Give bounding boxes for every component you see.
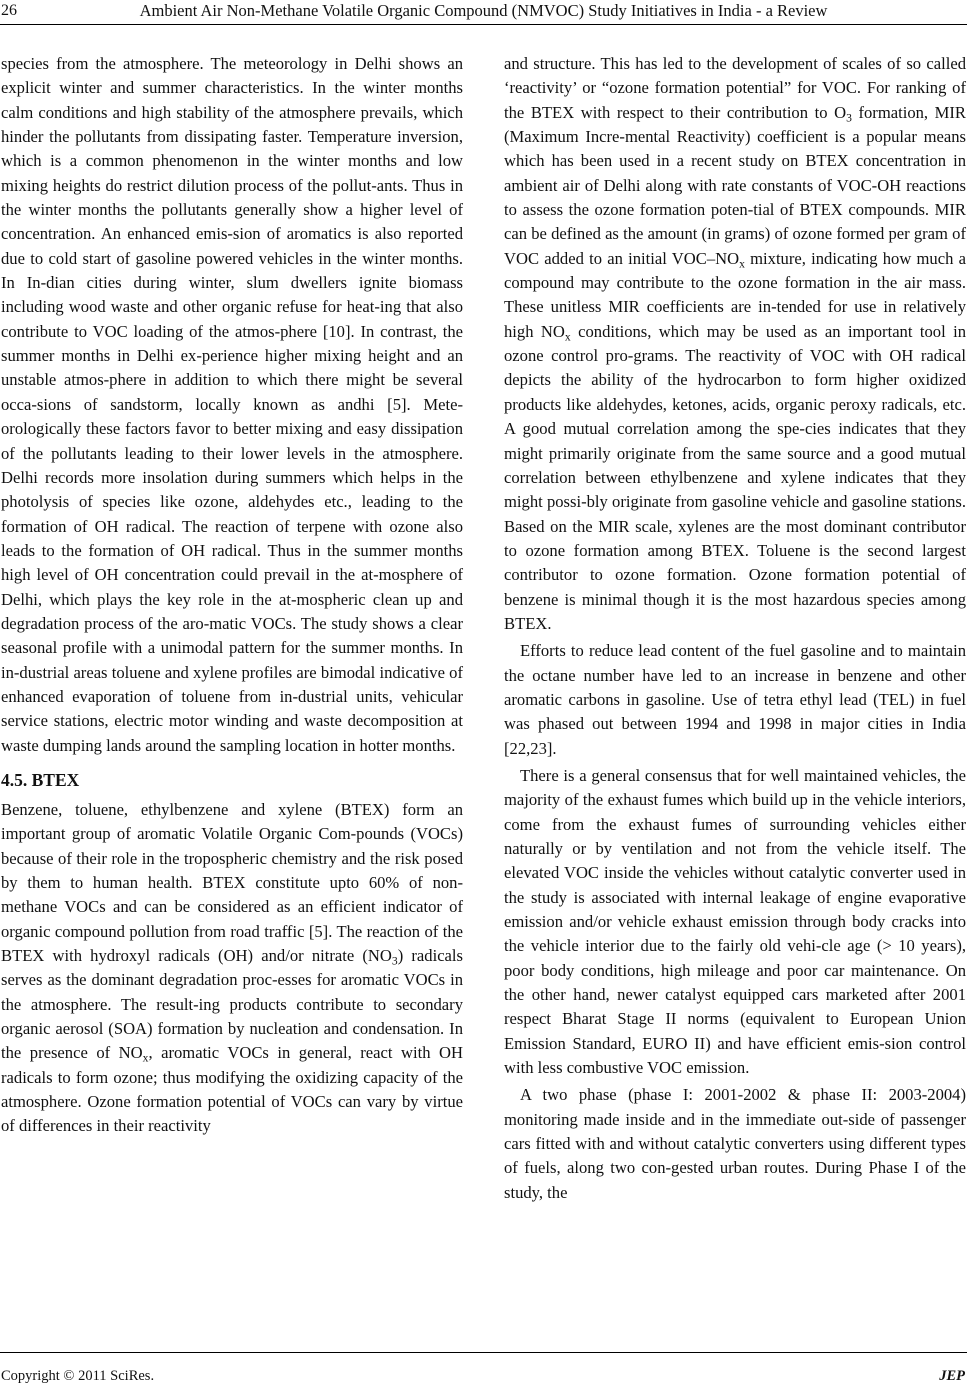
- paragraph-lead-content: Efforts to reduce lead content of the fuel gasoline and to maintain the octane number have led to an increase in benzene and other aromatic carbons in gasoline. Use of tetra ethyl lead (TEL) in fuel was phased out between 1994 and 1998 in major cities in India [22,23].: [504, 641, 966, 758]
- right-column: [504, 52, 966, 1205]
- journal-abbreviation: JEP: [939, 1368, 965, 1384]
- running-title: Ambient Air Non-Methane Volatile Organic Compound (NMVOC) Study Initiatives in India - a Review: [139, 1, 828, 20]
- section-heading-btex: 4.5. BTEX: [1, 769, 80, 790]
- page-number: 26: [1, 2, 17, 19]
- page-footer: [0, 1352, 967, 1386]
- paragraph-btex-intro: Benzene, toluene, ethylbenzene and xylene (BTEX) form an important group of aromatic Volatile Organic Com-pounds (VOCs) because of their role in the tropospheric chemistry and the risk posed by them to human health. BTEX constitute upto 60% of non-methane VOCs and can be considered as an efficient indicator of organic compound pollution from road traffic [5]. The reaction of the BTEX with hydroxyl radicals (OH) and/or nitrate $(NO_3)$ radicals serves as the dominant degradation proc-esses for aromatic VOCs in the atmosphere. The result-ing products contribute to secondary organic aerosol (SOA) formation by nucleation and condensation. In the presence of $NO_x$, aromatic VOCs in general, react with OH radicals to form ozone; thus modifying the oxidizing capacity of the atmosphere. Ozone formation potential of VOCs can vary by virtue of differences in their reactivity: [1, 799, 463, 1136]
- left-column: [1, 52, 463, 1139]
- header-rule: [0, 24, 967, 25]
- footer-rule: [0, 1352, 967, 1353]
- paragraph-meteorology: species from the atmosphere. The meteorology in Delhi shows an explicit winter and summer characteristics. In the winter months calm conditions and high stability of the atmosphere prevails, which hinder the pollutants from dissipating faster. Temperature inversion, which is a common phenomenon in the winter months and low mixing heights do restrict dilution process of the pollut-ants. Thus in the winter months the pollutants generally show a higher level of concentration. An enhanced emis-sion of aromatics is also reported due to cold start of gasoline powered vehicles in the winter months. In In-dian cities during winter, slum dwellers ignite biomass including wood waste and other organic refuse for heat-ing that also contribute to VOC loading of the atmos-phere [10]. In contrast, the summer months in Delhi ex-perience higher mixing height and an unstable atmos-phere in addition to which there might be several occa-sions of sandstorm, locally known as andhi [5]. Mete-orologically these factors favor to better mixing and easy dissipation of the pollutants leading to their lower levels in the atmosphere. Delhi records more insolation during summers which helps in the photolysis of species like ozone, aldehydes etc., leading to the formation of OH radical. The reaction of terpene with ozone also leads to the formation of OH radical. Thus in the summer months high level of OH concentration could prevail in the at-mosphere of Delhi, which plays the key role in the at-mospheric clean up and degradation process of the aro-matic VOCs. The study shows a clear seasonal profile with a unimodal pattern for the summer months. In in-dustrial areas toluene and xylene profiles are bimodal indicative of enhanced evaporation of toluene from in-dustrial units, vehicular service stations, electric motor winding and waste decomposition at waste dumping lands around the sampling location in hotter months.: [1, 54, 463, 755]
- paragraph-vehicle-interiors: There is a general consensus that for well maintained vehicles, the majority of the exhaust fumes which build up in the vehicle interiors, come from the exhaust fumes of surrounding vehicles either naturally or by ventilation and not from the vehicle itself. The elevated VOC inside the vehicles without catalytic converter used in the study is associated with internal leakage of engine evaporative emission and/or vehicle exhaust emission through body cracks into the vehicle interior due to the fairly old vehi-cle age (> 10 years), poor body conditions, high mileage and poor car maintenance. On the other hand, newer catalyst equipped cars marketed after 2001 respect Bharat Stage II norms (equivalent to European Union Emission Standard, EURO II) and have efficient emis-sion control with less combustive VOC emission.: [504, 765, 966, 1078]
- paragraph-two-phase-monitoring: A two phase (phase I: 2001-2002 & phase II: 2003-2004) monitoring made inside and in the immediate out-side of passenger cars fitted with and without catalytic converters using different types of fuels, along two con-gested urban routes. During Phase I of the study, the: [504, 1085, 966, 1202]
- page-header: [0, 0, 967, 32]
- copyright-notice: Copyright © 2011 SciRes.: [1, 1368, 155, 1384]
- paragraph-mir-reactivity: and structure. This has led to the development of scales of so called ‘reactivity’ or “ozone formation potential” for VOC. For ranking of the BTEX with respect to their contribution to $O_3$ formation, MIR (Maximum Incre-mental Reactivity) coefficient is a popular means which has been used in a recent study on BTEX concentration in ambient air of Delhi along with rate constants of VOC-OH reactions to assess the ozone formation poten-tial of BTEX compounds. MIR can be defined as the amount (in grams) of ozone formed per gram of VOC added to an initial VOC–$NO_x$ mixture, indicating how much a compound may contribute to the ozone formation in the air mass. These unitless MIR coefficients are in-tended for use in relatively high $NO_x$ conditions, which may be used as an important tool in ozone control pro-grams. The reactivity of VOC with OH radical depicts the ability of the hydrocarbon to form higher oxidized products like aldehydes, ketones, acids, organic peroxy radicals, etc. A good mutual correlation among the spe-cies indicates that they might primarily originate from the same source and a good mutual correlation between ethylbenzene and xylene indicates that they might possi-bly originate from gasoline vehicle and gasoline stations. Based on the MIR scale, xylenes are the most dominant contributor to ozone formation among BTEX. Toluene is the second largest contributor to ozone formation. Ozone formation potential of benzene is minimal though it is the most hazardous species among BTEX.: [504, 54, 966, 633]
